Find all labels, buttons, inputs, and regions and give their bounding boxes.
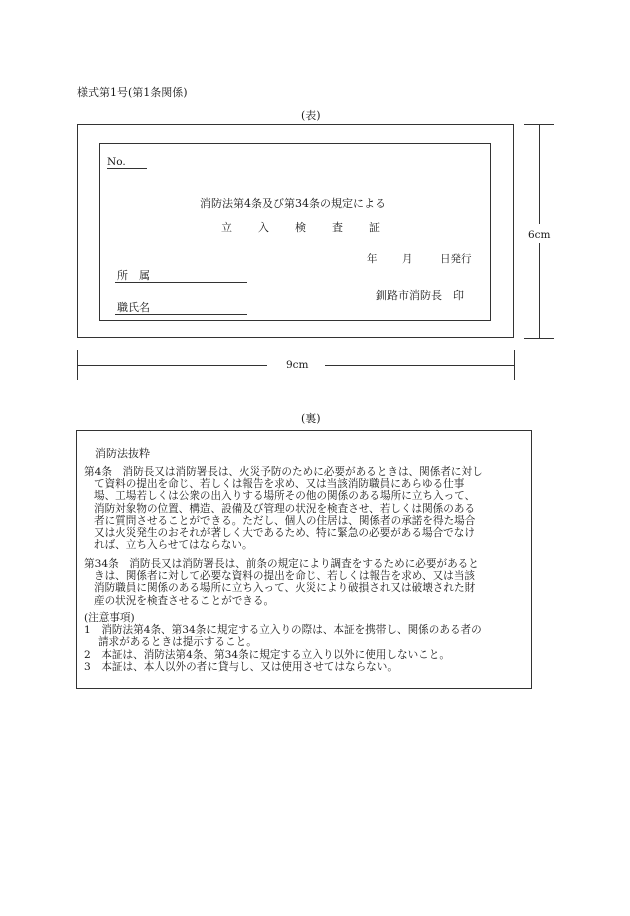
article-34-line: 消防職員に関係のある場所に立ち入って、火災により破損され又は破壊された財 [94, 582, 476, 595]
article-4 [84, 466, 524, 551]
note-line: 2 本証は、消防法第4条、第34条に規定する立入り以外に使用しないこと。 [84, 648, 450, 661]
issue-day: 日発行 [440, 253, 472, 265]
article-4-line: 消防対象物の位置、構造、設備及び管理の状況を検査させ、若しくは関係のある [94, 502, 476, 515]
back-label: (裏) [301, 412, 321, 425]
article-34-line: 第34条 消防長又は消防署長は、前条の規定により調査をするために必要があると [84, 558, 479, 570]
dim-right-tick [514, 350, 515, 380]
issue-month: 月 [402, 253, 413, 265]
article-34-line: きは、関係者に対して必要な資料の提出を命じ、若しくは報告を求め、又は当該 [94, 570, 475, 583]
excerpt-heading: 消防法抜粋 [95, 447, 150, 460]
front-label: (表) [301, 109, 321, 122]
certificate-title [221, 221, 406, 234]
notes [84, 612, 524, 673]
notes-heading: (注意事項) [84, 612, 135, 624]
issuer: 釧路市消防長 印 [376, 289, 464, 302]
number-underline [107, 168, 147, 169]
article-4-line: 第4条 消防長又は消防署長は、火災予防のために必要があるときは、関係者に対し [84, 466, 483, 478]
form-number: 様式第1号(第1条関係) [77, 86, 188, 99]
article-4-line: 又は火災発生のおそれが著しく大であるため、特に緊急の必要がある場合でなけ [94, 527, 475, 540]
title-char: 査 [332, 221, 343, 234]
note-line: 請求があるときは提示すること。 [84, 636, 257, 649]
number-label: No. [107, 156, 126, 168]
affiliation-label: 所 属 [117, 269, 150, 282]
name-underline [115, 314, 247, 315]
article-4-line: 者に質問させることができる。ただし、個人の住居は、関係者の承諾を得た場合 [94, 514, 476, 527]
dim-vertical-line-bottom [539, 243, 540, 338]
dim-vertical-line-top [539, 124, 540, 224]
article-4-line: 場、工場若しくは公衆の出入りする場所その他の関係のある場所に立ち入って、 [94, 490, 476, 503]
height-label: 6cm [528, 229, 551, 241]
article-4-line: て資料の提出を命じ、若しくは報告を求め、又は当該消防職員にあらゆる仕事 [94, 478, 465, 491]
affiliation-underline [115, 282, 247, 283]
article-34 [84, 558, 524, 607]
title-char: 証 [369, 221, 380, 234]
issue-year: 年 [367, 253, 378, 265]
title-char: 入 [258, 221, 269, 234]
dim-horizontal-line-right [325, 365, 514, 366]
dim-horizontal-line-left [77, 365, 267, 366]
name-label: 職氏名 [117, 301, 150, 314]
title-char: 検 [295, 221, 306, 234]
note-line: 1 消防法第4条、第34条に規定する立入りの際は、本証を携帯し、関係のある者の [84, 624, 482, 637]
title-char: 立 [221, 221, 232, 234]
width-label: 9cm [286, 359, 309, 371]
dim-bottom-tick [524, 338, 554, 339]
article-34-line: 産の状況を検査させることができる。 [94, 594, 275, 607]
legal-basis: 消防法第4条及び第34条の規定による [200, 197, 386, 210]
article-4-line: れば、立ち入らせてはならない。 [94, 539, 253, 552]
note-line: 3 本証は、本人以外の者に貸与し、又は使用させてはならない。 [84, 660, 398, 673]
